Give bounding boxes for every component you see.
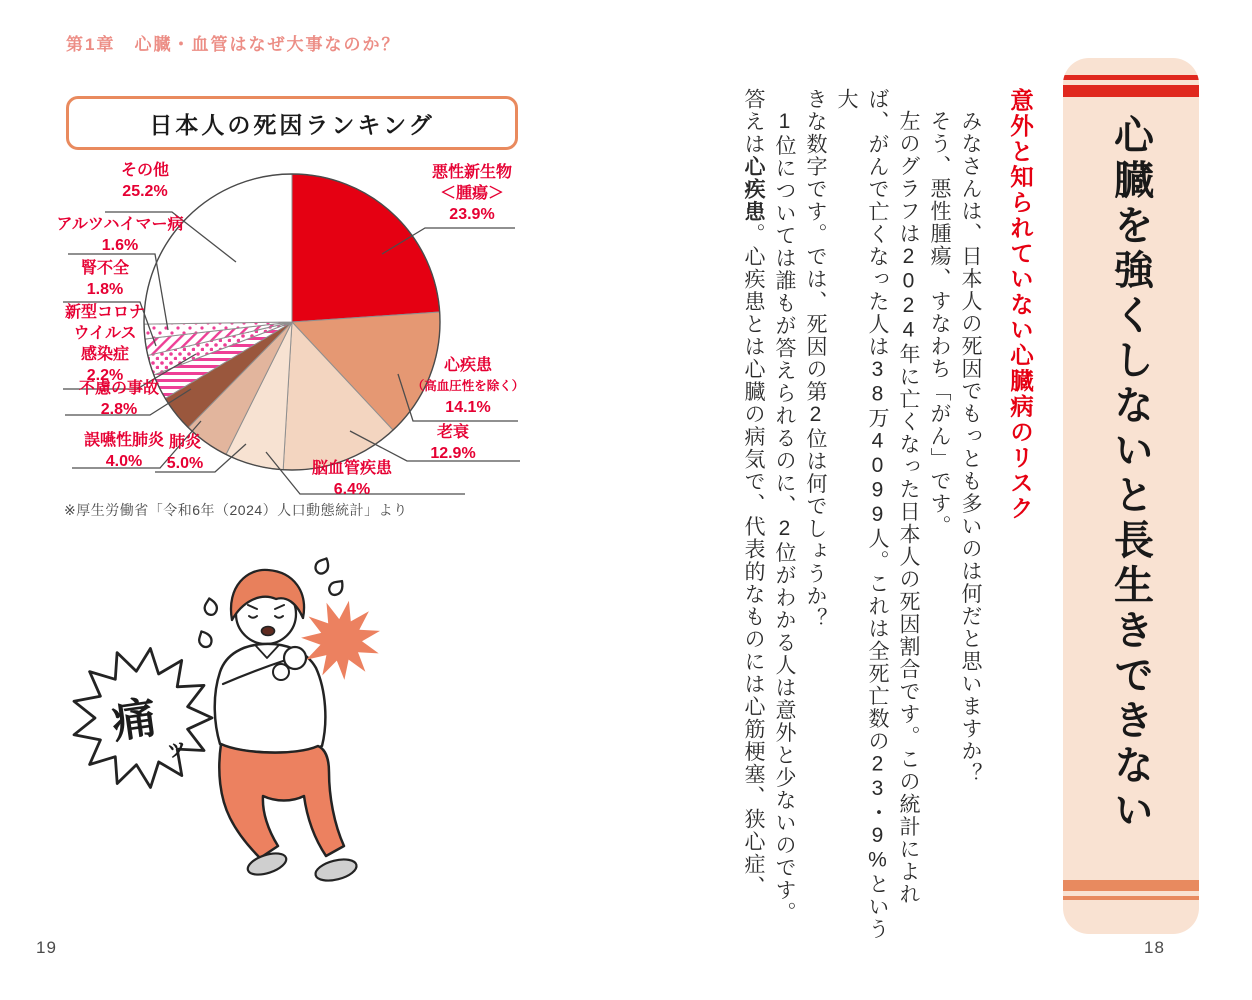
pie-label-4: 肺炎 5.0%: [166, 434, 204, 472]
chest-pain-illustration: [60, 548, 480, 928]
torso: [215, 644, 326, 753]
banner-stripe-red-thick: [1063, 85, 1199, 97]
text-column-5: きな数字です。では、死因の第2位は何でしょうか？: [804, 88, 827, 630]
text-column-2: そう、悪性腫瘍、すなわち「がん」です。: [928, 110, 951, 538]
pie-label-6: 不慮の事故 2.8%: [78, 380, 160, 418]
pants: [219, 744, 344, 858]
mouth: [262, 627, 275, 636]
text-column-3: 左のグラフは2024年に亡くなった日本人の死因割合です。この統計によれ: [897, 110, 920, 906]
text-column-6: 1位については誰もが答えられるのに、2位がわかる人は意外と少ないのです。: [773, 110, 796, 924]
text-column-last: 答えは心疾患。心疾患とは心臓の病気で、代表的なものには心筋梗塞、狭心症、: [742, 88, 765, 898]
sweat-drop-icon: [314, 556, 331, 575]
body-text: [730, 88, 1038, 946]
pie-label-2: 老衰 12.9%: [430, 424, 476, 462]
shoe: [245, 849, 289, 878]
pie-label-3: 脳血管疾患 6.4%: [311, 460, 393, 498]
chart-title: 日本人の死因ランキング: [149, 111, 435, 138]
sweat-drop-icon: [327, 577, 346, 597]
page-number-right: 18: [1144, 938, 1165, 957]
pie-label-1: 心疾患 （高血圧性を除く） 14.1%: [411, 357, 525, 416]
pie-slice-0: [292, 174, 440, 322]
shoe: [313, 856, 358, 885]
chart-source-note: ※厚生労働省「令和6年（2024）人口動態統計」より: [64, 502, 408, 518]
death-cause-pie-chart: [56, 90, 525, 550]
pie-label-9: アルツハイマー病 1.6%: [56, 216, 184, 254]
pain-text: 痛: [109, 693, 160, 748]
section-heading: 意外と知られていない心臓病のリスク: [1007, 88, 1033, 522]
banner-stripe-orange-thin: [1063, 896, 1199, 900]
sweat-drop-icon: [195, 629, 214, 649]
banner-stripe-orange-thick: [1063, 880, 1199, 891]
pie-label-0: 悪性新生物 ＜腫瘍＞ 23.9%: [431, 164, 513, 223]
hand: [273, 664, 289, 680]
sweat-drop-icon: [202, 597, 219, 617]
text-column-1: みなさんは、日本人の死因でもっとも多いのは何だと思いますか？: [959, 110, 982, 785]
chapter-header: 第1章 心臓・血管はなぜ大事なのか？: [66, 35, 401, 54]
pie-label-7: 新型コロナ ウイルス 感染症 2.2%: [64, 304, 146, 384]
text-column-4: ば、がんで亡くなった人は38万4099人。これは全死亡数の23・9%という大: [835, 88, 889, 941]
banner-title: 心臓を強くしないと長生きできない: [1108, 114, 1153, 834]
pie-label-8: 腎不全 1.8%: [80, 260, 130, 298]
pain-text-small: ッ: [162, 732, 191, 764]
chart-title-box: [66, 96, 518, 150]
pie-label-5: 誤嚥性肺炎 4.0%: [83, 432, 165, 470]
pie-slices: [144, 174, 440, 470]
pie-label-10: その他 25.2%: [120, 162, 170, 200]
section-title-banner: [1063, 58, 1199, 934]
banner-stripe-red-thin: [1063, 75, 1199, 80]
page-number-left: 19: [36, 938, 57, 957]
